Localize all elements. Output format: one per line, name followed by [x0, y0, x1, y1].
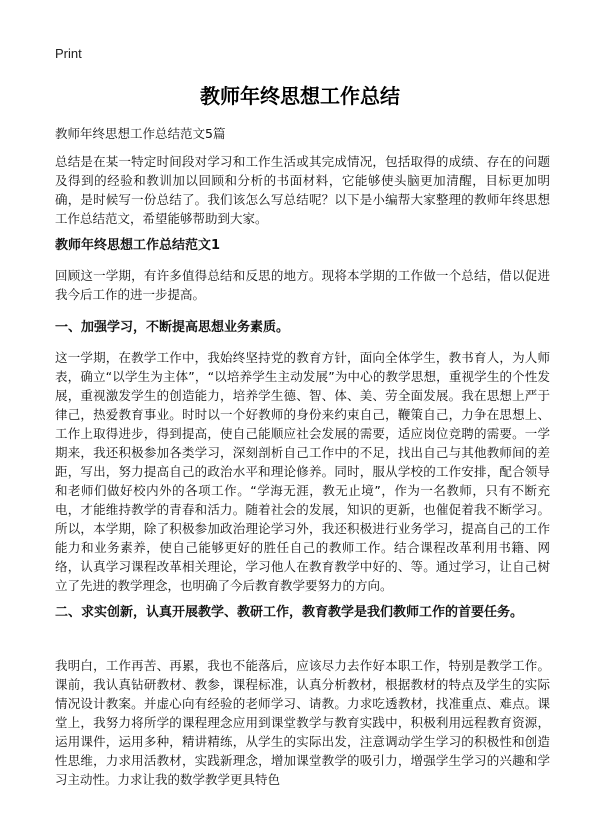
section2-heading: 二、求实创新，认真开展教学、教研工作，教育教学是我们教师工作的首要任务。 [55, 605, 524, 620]
document-title: 教师年终思想工作总结 [200, 84, 400, 108]
section2-paragraph: 我明白，工作再苦、再累，我也不能落后，应该尽力去作好本职工作，特别是教学工作。课前，我认真钻研教材、教参，课程标准，认真分析教材，根据教材的特点及学生的实际情况设计教案。并虚心向有经验的老师学习、请教。力求吃透教材，找准重点、难点。课堂上，我努力将所学的课程理念应用到课堂教学与教育实践中，积极利用远程教育资源，运用课件，运用多种，精讲精练，从学生的实际出发，注意调动学生学习的积极性和创造性思维，力求用活教材，实践新理念，增加课堂教学的吸引力，增强学生学习的兴趣和学习主动性。力求让我的数学教学更具特色 [55, 658, 550, 787]
recall-paragraph: 回顾这一学期，有许多值得总结和反思的地方。现将本学期的工作做一个总结，借以促进我今后工作的进一步提高。 [55, 268, 550, 302]
article-heading: 教师年终思想工作总结范文1 [55, 238, 221, 253]
document-subtitle: 教师年终思想工作总结范文5篇 [55, 126, 226, 141]
section1-heading: 一、加强学习，不断提高思想业务素质。 [55, 320, 290, 335]
intro-paragraph: 总结是在某一特定时间段对学习和工作生活或其完成情况，包括取得的成绩、存在的问题及得到的经验和教训加以回顾和分析的书面材料，它能够使头脑更加清醒，目标更加明确，是时候写一份总结了。我们该怎么写总结呢？以下是小编帮大家整理的教师年终思想工作总结范文，希望能够帮助到大家。 [55, 154, 550, 226]
print-label[interactable]: Print [55, 46, 82, 61]
section1-paragraph: 这一学期，在教学工作中，我始终坚持党的教育方针，面向全体学生，教书育人，为人师表，确立“以学生为主体”，“以培养学生主动发展”为中心的教学思想，重视学生的个性发展，重视激发学生的创造能力，培养学生德、智、体、美、劳全面发展。我在思想上严于律己，热爱教育事业。时时以一个好教师的身份来约束自己，鞭策自己，力争在思想上、工作上取得进步，得到提高，使自己能顺应社会发展的需要，适应岗位竞聘的需要。一学期来，我还积极参加各类学习，深刻剖析自己工作中的不足，找出自己与其他教师间的差距，写出，努力提高自己的政治水平和理论修养。同时，服从学校的工作安排，配合领导和老师们做好校内外的各项工作。“学海无涯，教无止境”，作为一名教师，只有不断充电，才能维持教学的青春和活力。随着社会的发展，知识的更新，也催促着我不断学习。所以，本学期，除了积极参加政治理论学习外，我还积极进行业务学习，提高自己的工作能力和业务素养，使自己能够更好的胜任自己的教师工作。结合课程改革利用书籍、网络，认真学习课程改革相关理论，学习他人在教育教学中好的、等。通过学习，让自己树立了先进的教学理念，也明确了今后教育教学要努力的方向。 [55, 350, 550, 593]
